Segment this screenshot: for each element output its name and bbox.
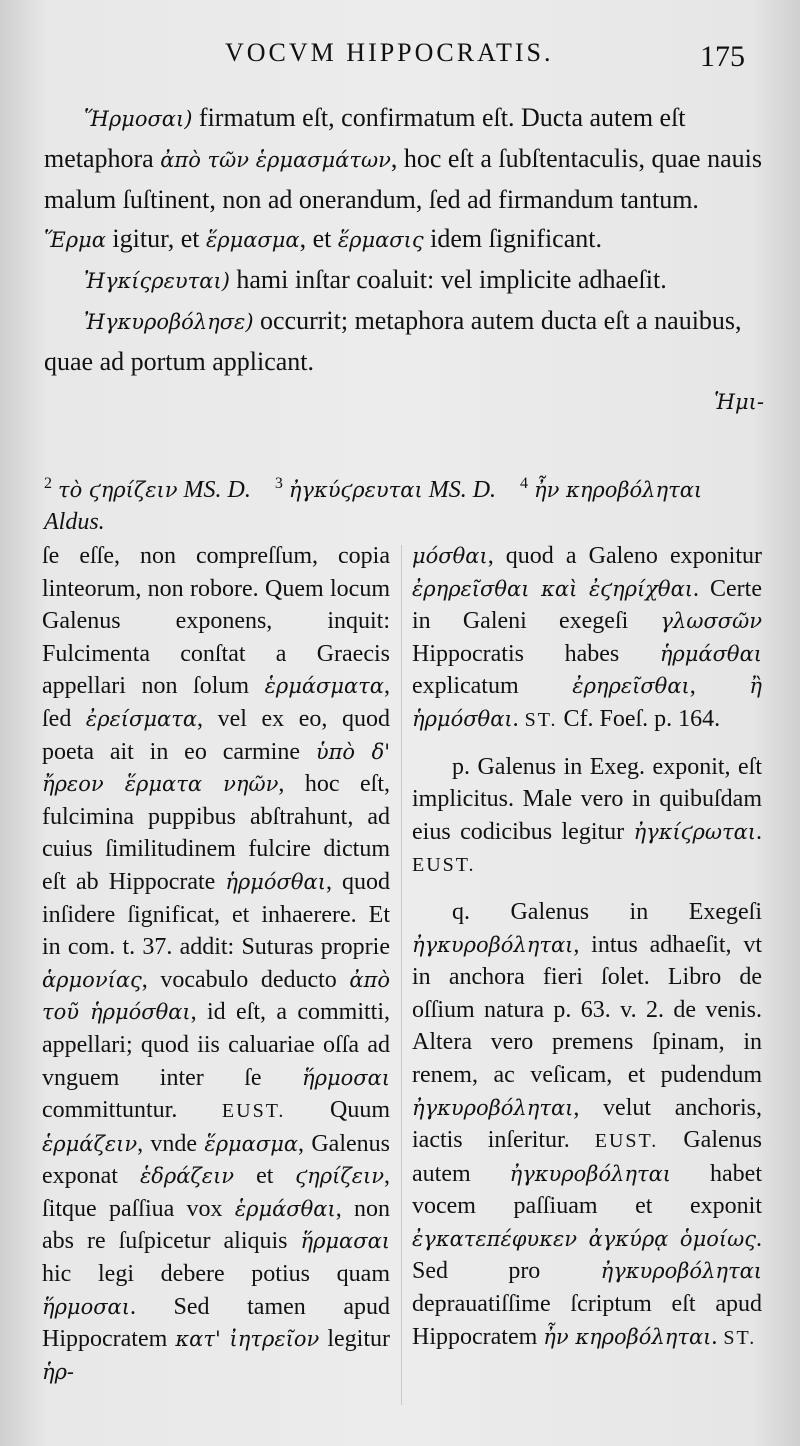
greek-term: ἠγκυροβόληται xyxy=(509,1161,672,1186)
entry-text: igitur, et xyxy=(105,224,206,253)
greek-term: ἡρμάσθαι xyxy=(659,641,762,666)
greek-term: ἠγκυροβόληται xyxy=(412,932,574,957)
body-text: , ſed xyxy=(42,673,390,732)
paragraph-gap xyxy=(412,737,762,751)
entry-text: firmatum eſt, confirmatum eſt. Ducta autem eſt metaphora xyxy=(44,103,686,173)
entry-text: , hoc eſt a ſubſtentaculis, quae nauis malum ſuſtinent, non ad onerandum, ſed ad firmandum tantum. xyxy=(44,144,762,214)
footnote-mark: 3 xyxy=(274,475,283,492)
body-text: q. Galenus in Exegeſi xyxy=(452,898,762,925)
greek-term: ἁρμονίας xyxy=(42,967,142,992)
greek-term: ϛηρίζειν xyxy=(295,1164,384,1189)
greek-term: ἥρμοσαι xyxy=(42,1294,130,1319)
main-text xyxy=(44,98,764,422)
footnote-source: MS. D. xyxy=(422,477,497,503)
entry-text: hami inſtar coaluit: vel implicite adhaeſit. xyxy=(229,265,667,294)
body-text: , intus adhaeſit, vt in anchora fieri ſolet. Libro de oſſium natura p. 63. v. 2. de venis. Altera vero premens ſpinam, in renem, ac veſicam, et pudendum xyxy=(412,931,762,1088)
body-text: Cf. Foeſ. p. 164. xyxy=(557,705,721,732)
author-abbrev: EUST. xyxy=(221,1100,286,1123)
body-text: legitur xyxy=(319,1326,390,1353)
greek-term: ἑρμάσθαι xyxy=(234,1196,336,1221)
body-text: deprauatiſſime ſcriptum eſt apud Hippocratem xyxy=(412,1291,762,1350)
footnote-greek: τὸ ϛηρίζειν xyxy=(58,478,178,502)
greek-term: ἑρμάζειν xyxy=(42,1131,138,1156)
greek-term: ἑρμάσματα xyxy=(264,674,384,699)
greek-term: ἢ ἡρμόσθαι xyxy=(412,674,762,731)
catchword-text: Ἡμι- xyxy=(714,390,764,414)
greek-term: Ἥρμοσαι) xyxy=(84,107,193,131)
greek-term: γλωσσῶν xyxy=(660,609,762,634)
body-text: Galenus autem xyxy=(412,1127,762,1187)
greek-term: μόσθαι xyxy=(412,544,488,568)
body-text: , quod inſidere ſignificat, et inhaerere. Et in com. t. 37. addit: Suturas proprie xyxy=(42,868,390,961)
entry-enkistreutai xyxy=(44,260,764,301)
footnote-mark: 4 xyxy=(520,475,529,492)
greek-term: ἐρείσματα xyxy=(85,706,198,731)
body-text: hic legi debere potius quam xyxy=(42,1261,390,1288)
author-abbrev: ST. xyxy=(723,1326,757,1349)
greek-term: Ἠγκυροβόλησε) xyxy=(84,310,254,334)
body-text: et xyxy=(234,1163,296,1190)
body-text: , xyxy=(689,673,750,700)
running-title: VOCVM HIPPOCRATIS. xyxy=(225,38,554,67)
greek-term: ἦν κηροβόληται xyxy=(543,1324,712,1349)
body-text: . xyxy=(756,818,762,845)
body-text: , hoc eſt, fulcimina puppibus abſtrahunt, ad cuius ſimilitudinem fulcire dictum eſt ab Hippocrate xyxy=(42,771,391,895)
greek-term: ἀπὸ τῶν ἑρμασμάτων xyxy=(160,148,391,172)
body-text: . xyxy=(512,705,525,732)
author-abbrev: ST. xyxy=(524,708,558,731)
body-text: Hippocratis habes xyxy=(412,640,660,667)
left-column xyxy=(42,540,390,1388)
entry-hermosai xyxy=(44,98,764,260)
body-text: , non abs re ſuſpicetur aliquis xyxy=(42,1195,390,1255)
greek-term: ἐγκατεπέφυκεν ἀγκύρᾳ ὁμοίως xyxy=(412,1226,756,1251)
greek-term: ἠγκίϛρωται xyxy=(633,819,756,844)
body-text: Quum xyxy=(285,1097,390,1124)
body-text: . Sed pro xyxy=(412,1225,762,1285)
body-text: explicatum xyxy=(412,673,573,700)
note-p xyxy=(412,751,762,882)
body-text: , quod a Galeno exponitur xyxy=(487,543,762,569)
body-text: ſe eſſe, non compreſſum, copia linteorum, non robore. Quem locum Galenus exponens, inquit: Fulcimenta conſtat a Graecis appellari non ſolum xyxy=(42,543,390,700)
greek-term: ἀπὸ τοῦ ἡρμόσθαι xyxy=(42,967,390,1025)
greek-term: ἥρμασαι xyxy=(300,1229,390,1254)
footnote-source: Aldus. xyxy=(44,509,105,535)
greek-term: ἕρμασμα xyxy=(204,1131,299,1156)
body-text: p. Galenus in Exeg. exponit, eſt implicitus. Male vero in quibuſdam eius codicibus legitur xyxy=(412,753,762,845)
running-header xyxy=(0,32,800,82)
catchword xyxy=(44,381,764,422)
greek-term: κατ' ἰητρεῖον xyxy=(175,1327,320,1352)
footnote-line xyxy=(44,468,764,538)
footnote-source: MS. D. xyxy=(177,477,251,503)
note-continuation xyxy=(412,540,762,737)
body-text: . Sed tamen apud Hippocratem xyxy=(42,1293,390,1353)
body-text: , ſitque paſſiua vox xyxy=(42,1163,390,1222)
right-column xyxy=(412,540,762,1354)
page-number: 175 xyxy=(700,40,745,73)
author-abbrev: EUST. xyxy=(594,1130,659,1153)
greek-term: ἑδράζειν xyxy=(139,1164,235,1189)
body-text: committuntur. xyxy=(42,1097,222,1124)
greek-term: Ἠγκίςρευται) xyxy=(84,269,230,293)
greek-term: ὑπὸ δ' ἤρεον ἕρματα νηῶν xyxy=(42,739,390,797)
body-text: habet vocem paſſiuam et exponit xyxy=(412,1160,762,1220)
greek-term: ἕρμασμα xyxy=(205,228,300,252)
body-text: , vnde xyxy=(137,1130,205,1157)
footnote-greek: ἠγκύϛρευται xyxy=(288,478,423,502)
body-text: , velut anchoris, iactis inſeritur. xyxy=(412,1094,762,1154)
note-q xyxy=(412,896,762,1354)
footnote-mark: 2 xyxy=(44,475,52,492)
body-text: , vel ex eo, quod poeta ait in eo carmine xyxy=(42,705,391,765)
body-text: , vocabulo deducto xyxy=(141,966,350,993)
entry-enkyrobolese xyxy=(44,301,764,381)
footnote-greek: ἦν κηροβόληται xyxy=(534,478,703,502)
body-text: , id eſt, a committi, appellari; quod iis caluariae oſſa ad vnguem inter ſe xyxy=(42,999,390,1091)
greek-term: ἐρηρεῖσθαι xyxy=(572,674,690,699)
greek-term: Ἕρμα xyxy=(44,228,106,252)
body-text: . xyxy=(711,1323,724,1350)
author-abbrev: EUST. xyxy=(412,854,476,877)
entry-text: occurrit; metaphora autem ducta eſt a nauibus, quae ad portum applicant. xyxy=(44,306,742,376)
greek-term: ἕρμασις xyxy=(337,228,424,252)
greek-term: ἡρμόσθαι xyxy=(225,869,326,894)
greek-term: ἠγκυροβόληται xyxy=(412,1095,574,1120)
body-text: . Certe in Galeni exegeſi xyxy=(412,575,762,635)
entry-text: idem ſignificant. xyxy=(423,224,602,253)
greek-term: ἥρμοσαι xyxy=(302,1065,390,1090)
greek-term: ἠγκυροβόληται xyxy=(600,1259,762,1284)
column-divider xyxy=(401,545,402,1405)
body-text: , Galenus exponat xyxy=(42,1130,390,1190)
paragraph-gap xyxy=(412,882,762,896)
greek-term: ἡρ- xyxy=(42,1359,75,1384)
entry-text: , et xyxy=(299,224,338,253)
left-column-text xyxy=(42,540,390,1388)
greek-term: ἐρηρεῖσθαι καὶ ἐϛηρίχθαι xyxy=(412,576,693,601)
footnotes xyxy=(44,468,764,538)
